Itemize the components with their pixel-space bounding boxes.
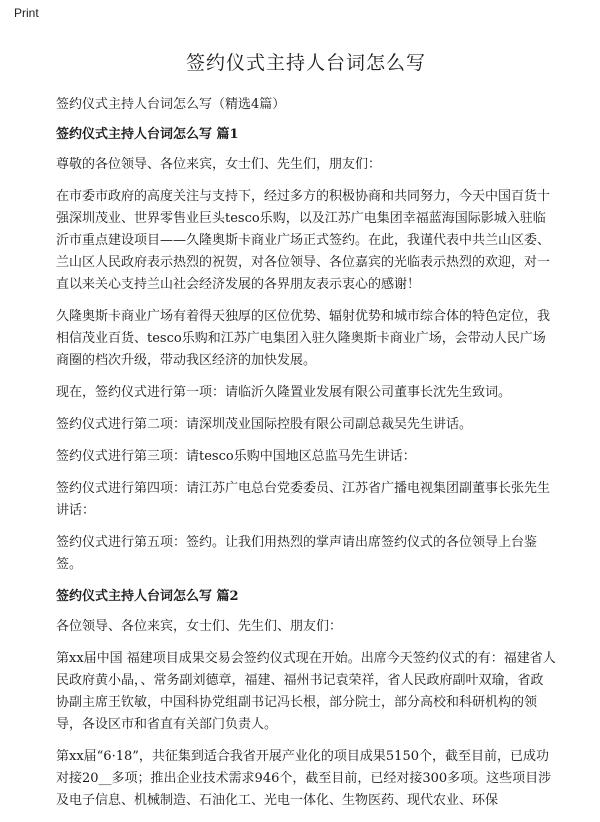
- paragraph: 尊敬的各位领导、各位来宾，女士们、先生们，朋友们：: [56, 157, 382, 172]
- paragraph: 第xx届“6·18”，共征集到适合我省开展产业化的项目成果5150个，截至目前，已成功对接20__多项；推出企业技术需求946个，截至目前，已经对接300多项。这些项目涉及电子信息、机械制造、石油化工、光电一体化、生物医药、现代农业、环保: [56, 749, 552, 808]
- paragraph: 现在，签约仪式进行第一项：请临沂久隆置业发展有限公司董事长沈先生致词。: [56, 385, 512, 400]
- paragraph: 签约仪式进行第二项：请深圳茂业国际控股有限公司副总裁吴先生讲话。: [56, 417, 473, 432]
- paragraph: 第xx届中国 福建项目成果交易会签约仪式现在开始。出席今天签约仪式的有：福建省人民政府黄小晶，、常务副刘德章，福建、福州书记袁荣祥，省人民政府副叶双瑜，省政协副主席王钦敏，中国科协党组副书记冯长根，部分院士，部分高校和科研机构的领导，各设区市和省直有关部门负责人。: [56, 651, 556, 732]
- document-body: [56, 124, 556, 822]
- paragraph: 签约仪式进行第四项：请江苏广电总台党委委员、江苏省广播电视集团副董事长张先生讲话：: [56, 481, 551, 518]
- section-heading-2: 签约仪式主持人台词怎么写 篇2: [56, 589, 239, 604]
- page-title: 签约仪式主持人台词怎么写: [185, 52, 426, 74]
- section-heading-1: 签约仪式主持人台词怎么写 篇1: [56, 127, 239, 142]
- document-subtitle: 签约仪式主持人台词怎么写（精选4篇）: [56, 97, 286, 112]
- paragraph: 久隆奥斯卡商业广场有着得天独厚的区位优势、辐射优势和城市综合体的特色定位，我相信茂业百货、tesco乐购和江苏广电集团入驻久隆奥斯卡商业广场，会带动人民广场商圈的档次升级，带动我区经济的加快发展。: [56, 309, 551, 368]
- print-link[interactable]: Print: [14, 6, 39, 20]
- paragraph: 签约仪式进行第三项：请tesco乐购中国地区总监马先生讲话：: [56, 449, 416, 464]
- paragraph: 签约仪式进行第五项：签约。让我们用热烈的掌声请出席签约仪式的各位领导上台鉴签。: [56, 535, 538, 572]
- paragraph: 在市委市政府的高度关注与支持下，经过多方的积极协商和共同努力，今天中国百货十强深圳茂业、世界零售业巨头tesco乐购，以及江苏广电集团幸福蓝海国际影城入驻临沂市重点建设项目——久隆奥斯卡商业广场正式签约。在此，我谨代表中共兰山区委、兰山区人民政府表示热烈的祝贺，对各位领导、各位嘉宾的光临表示热烈的欢迎，对一直以来关心支持兰山社会经济发展的各界朋友表示衷心的感谢！: [56, 189, 551, 292]
- paragraph: 各位领导、各位来宾，女士们、先生们、朋友们：: [56, 619, 343, 634]
